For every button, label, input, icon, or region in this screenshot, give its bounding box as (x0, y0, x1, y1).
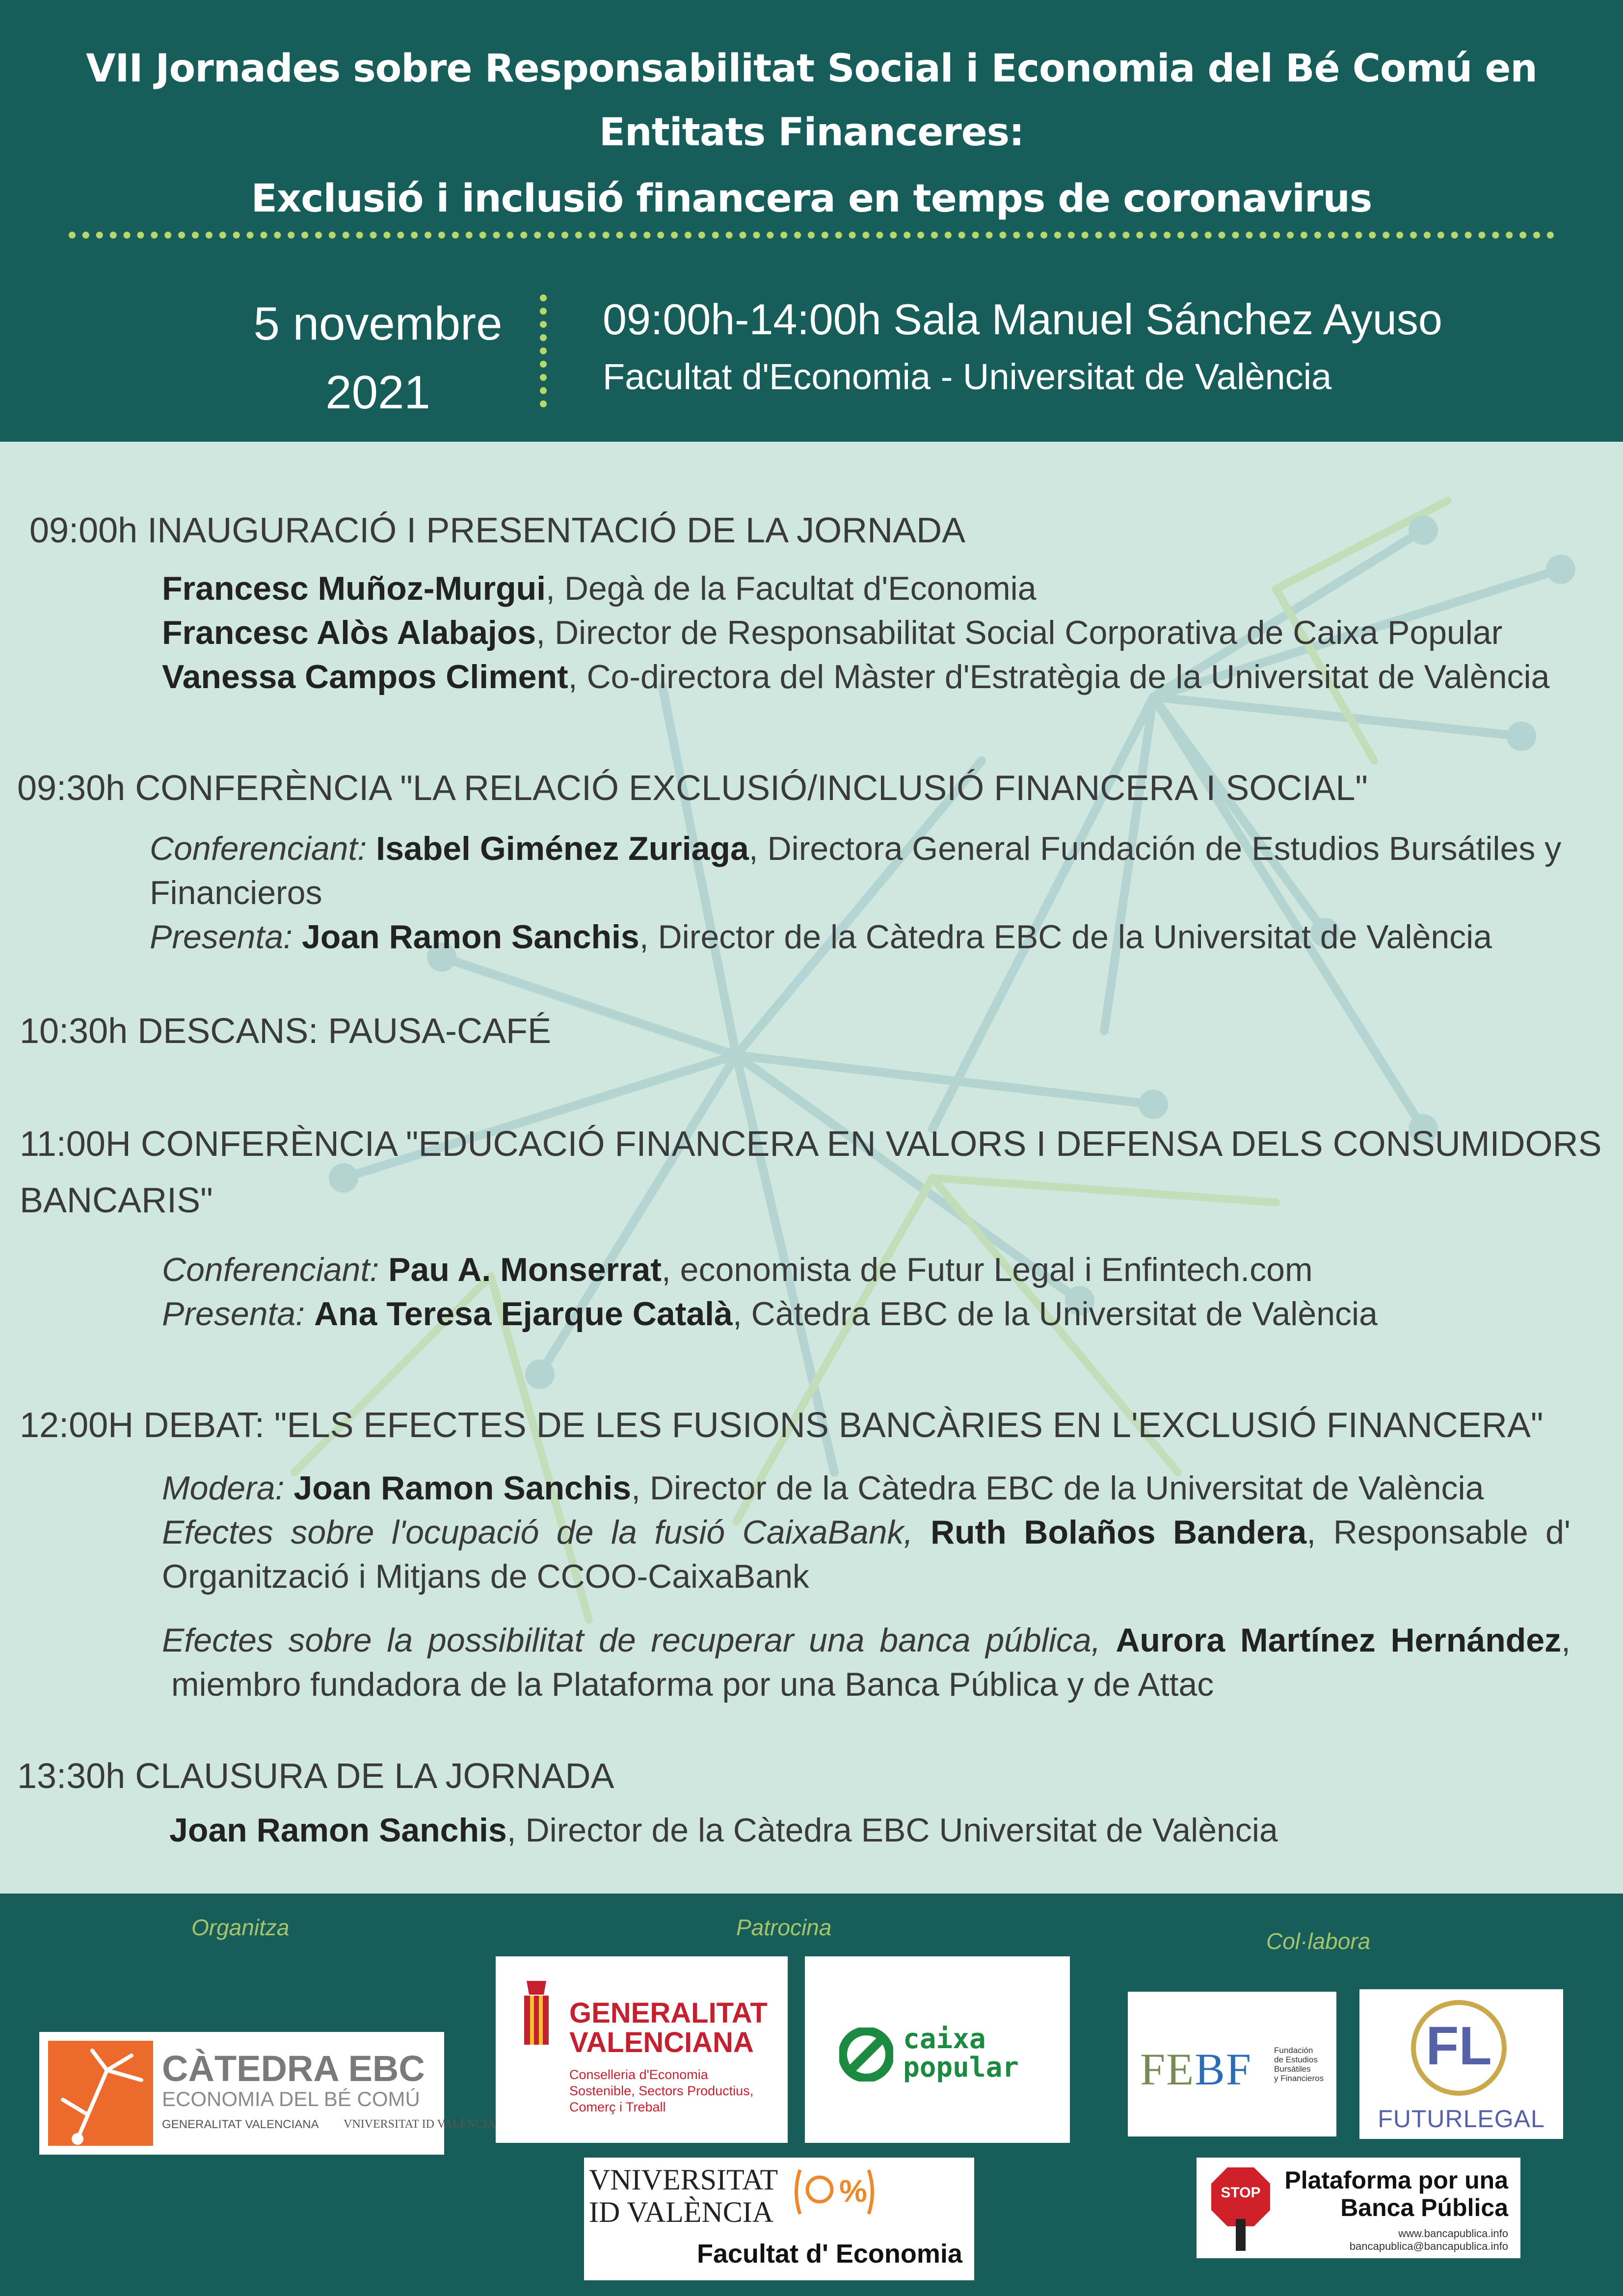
speaker-name: Vanessa Campos Climent (162, 658, 568, 695)
session-heading-conference-2: 11:00H CONFERÈNCIA "EDUCACIÓ FINANCERA EN VALORS I DEFENSA DELS CONSUMIDORS (20, 1124, 1602, 1164)
event-time-room: 09:00h-14:00h Sala Manuel Sánchez Ayuso (603, 295, 1442, 344)
svg-text:%: % (839, 2173, 867, 2209)
collabora-label: Col·labora (1266, 1928, 1371, 1954)
presenter-role: , Càtedra EBC de la Universitat de València (732, 1295, 1378, 1333)
debater-role-continuation: miembro fundadora de la Plataforma por una Banca Pública y de Attac (162, 1666, 1214, 1703)
event-title-line1: VII Jornades sobre Responsabilitat Social i Economia del Bé Comú en (86, 47, 1537, 91)
event-date (216, 290, 540, 427)
event-title-line2: Entitats Financeres: (599, 110, 1024, 155)
dotted-vertical-divider (540, 294, 547, 407)
gv-sub2: Sostenible, Sectors Productius, (569, 2083, 754, 2098)
presenter-line (162, 1295, 1378, 1333)
speaker-line (162, 569, 1037, 608)
speaker-role-continuation: Financieros (150, 874, 322, 911)
febf-text-1: Fundación (1274, 2046, 1313, 2055)
debate-topic-2 (162, 1621, 1570, 1659)
debater-role: , Responsable d' (1306, 1514, 1570, 1551)
presenter-label: Presenta: (162, 1295, 305, 1333)
speaker-name: Joan Ramon Sanchis (169, 1812, 507, 1849)
futur-legal-text: FUTURLEGAL (1378, 2105, 1545, 2133)
session-heading-break: 10:30h DESCANS: PAUSA-CAFÉ (20, 1012, 552, 1051)
caixa-popular-symbol-icon (839, 2028, 893, 2082)
organiza-label: Organitza (191, 1915, 290, 1940)
event-date-year: 2021 (325, 366, 430, 419)
event-place: Facultat d'Economia - Universitat de València (603, 356, 1332, 397)
speaker-role: , Director de Responsabilitat Social Corporativa de Caixa Popular (536, 614, 1503, 651)
uv-facultat-economia-logo (584, 2158, 974, 2280)
plataforma-line2: Banca Pública (1340, 2194, 1508, 2221)
speaker-name: Pau A. Monserrat (388, 1251, 662, 1288)
coat-of-arms-icon (519, 1976, 554, 2059)
speaker-name: Francesc Muñoz-Murgui (162, 570, 546, 607)
presenter-role: , Director de la Càtedra EBC de la Universitat de València (639, 918, 1492, 956)
febf-letters-bf: BF (1195, 2044, 1252, 2094)
speaker-name: Isabel Giménez Zuriaga (376, 830, 749, 867)
dotted-divider (69, 232, 1554, 239)
uv-facultat-text: Facultat d' Economia (697, 2239, 962, 2269)
caixa-line2: popular (903, 2052, 1019, 2083)
session-heading-conference-2-cont: BANCARIS" (20, 1181, 213, 1220)
febf-logo (1128, 1992, 1336, 2136)
futur-legal-logo (1359, 1989, 1563, 2139)
session-heading-inauguration: 09:00h INAUGURACIÓ I PRESENTACIÓ DE LA JORNADA (29, 511, 966, 550)
speaker-role: , Director de la Càtedra EBC Universitat de València (506, 1812, 1278, 1849)
patrocina-label: Patrocina (736, 1915, 832, 1940)
speaker-line (162, 614, 1502, 652)
catedra-subtitle: ECONOMIA DEL BÉ COMÚ (162, 2087, 420, 2110)
generalitat-valenciana-logo (496, 1956, 788, 2143)
presenter-name: Ana Teresa Ejarque Català (314, 1295, 733, 1333)
moderator-label: Modera: (162, 1469, 285, 1507)
debater-name: Ruth Bolaños Bandera (930, 1514, 1307, 1551)
presenter-line (150, 918, 1492, 956)
speaker-role: , Degà de la Facultat d'Economia (546, 570, 1037, 607)
dandelion-icon (48, 2041, 153, 2146)
catedra-uv: VNIVERSITAT ID VALÈNCIA (344, 2118, 496, 2131)
header-banner (0, 0, 1623, 442)
topic-label: Efectes sobre l'ocupació de la fusió CaixaBank, (162, 1514, 913, 1551)
febf-text-3: Bursátiles (1274, 2064, 1311, 2074)
plataforma-banca-publica-logo (1197, 2158, 1520, 2258)
speaker-line (169, 1811, 1278, 1849)
speaker-line (162, 658, 1549, 696)
moderator-role: , Director de la Càtedra EBC de la Universitat de València (631, 1469, 1484, 1507)
program-section (0, 442, 1623, 1895)
debate-topic-1 (162, 1513, 1570, 1551)
moderator-name: Joan Ramon Sanchis (293, 1469, 632, 1507)
event-subtitle: Exclusió i inclusió financera en temps de coronavirus (251, 177, 1372, 221)
speaker-role: , Directora General Fundación de Estudios Bursátiles y (748, 830, 1562, 867)
speaker-line (150, 829, 1561, 868)
session-heading-debate: 12:00H DEBAT: "ELS EFECTES DE LES FUSIONS BANCÀRIES EN L'EXCLUSIÓ FINANCERA" (20, 1406, 1543, 1445)
catedra-ebc-logo (39, 2032, 496, 2155)
uv-line2: ID VALÈNCIA (589, 2196, 774, 2228)
febf-text-2: de Estudios (1274, 2055, 1318, 2064)
catedra-title: CÀTEDRA EBC (162, 2048, 425, 2089)
plataforma-line1: Plataforma por una (1284, 2166, 1508, 2194)
debater-role-continuation: Organització i Mitjans de CCOO-CaixaBank (162, 1558, 809, 1595)
gv-sub3: Comerç i Treball (569, 2100, 666, 2114)
sponsors-footer (0, 1894, 1623, 2296)
speaker-label: Conferenciant: (162, 1251, 379, 1288)
session-heading-conference-1: 09:30h CONFERÈNCIA "LA RELACIÓ EXCLUSIÓ/INCLUSIÓ FINANCERA I SOCIAL" (17, 769, 1368, 808)
febf-letters-fe: FE (1140, 2044, 1195, 2094)
plataforma-email: bancapublica@bancapublica.info (1349, 2240, 1508, 2252)
speaker-line (162, 1251, 1313, 1289)
catedra-gv: GENERALITAT VALENCIANA (162, 2118, 319, 2131)
stop-sign-icon (1209, 2165, 1273, 2253)
gv-sub1: Conselleria d'Economia (569, 2067, 708, 2082)
debater-role: , (1561, 1622, 1571, 1659)
speaker-name: Francesc Alòs Alabajos (162, 614, 536, 651)
event-date-day: 5 novembre (253, 297, 503, 350)
moderator-line (162, 1469, 1484, 1507)
session-heading-closing: 13:30h CLAUSURA DE LA JORNADA (17, 1757, 614, 1796)
speaker-label: Conferenciant: (150, 830, 367, 867)
presenter-name: Joan Ramon Sanchis (301, 918, 639, 956)
futur-legal-monogram: FL (1426, 2016, 1492, 2076)
gv-line2: VALENCIANA (569, 2027, 754, 2058)
caixa-popular-logo (805, 1956, 1070, 2143)
stop-sign-text: STOP (1221, 2185, 1261, 2201)
plataforma-url: www.bancapublica.info (1398, 2227, 1508, 2240)
febf-text (1274, 2046, 1324, 2083)
caixa-line1: caixa (903, 2023, 986, 2055)
gv-line1: GENERALITAT (569, 1997, 768, 2029)
debater-name: Aurora Martínez Hernández (1116, 1622, 1562, 1659)
topic-label: Efectes sobre la possibilitat de recuperar una banca pública, (162, 1622, 1101, 1659)
percent-coin-icon (790, 2163, 878, 2221)
uv-line1: VNIVERSITAT (589, 2163, 778, 2196)
presenter-label: Presenta: (150, 918, 293, 956)
febf-text-4: y Financieros (1274, 2074, 1324, 2083)
speaker-role: , Co-directora del Màster d'Estratègia de la Universitat de València (568, 658, 1550, 695)
febf-letters (1140, 2043, 1252, 2095)
speaker-role: , economista de Futur Legal i Enfintech.com (661, 1251, 1313, 1288)
